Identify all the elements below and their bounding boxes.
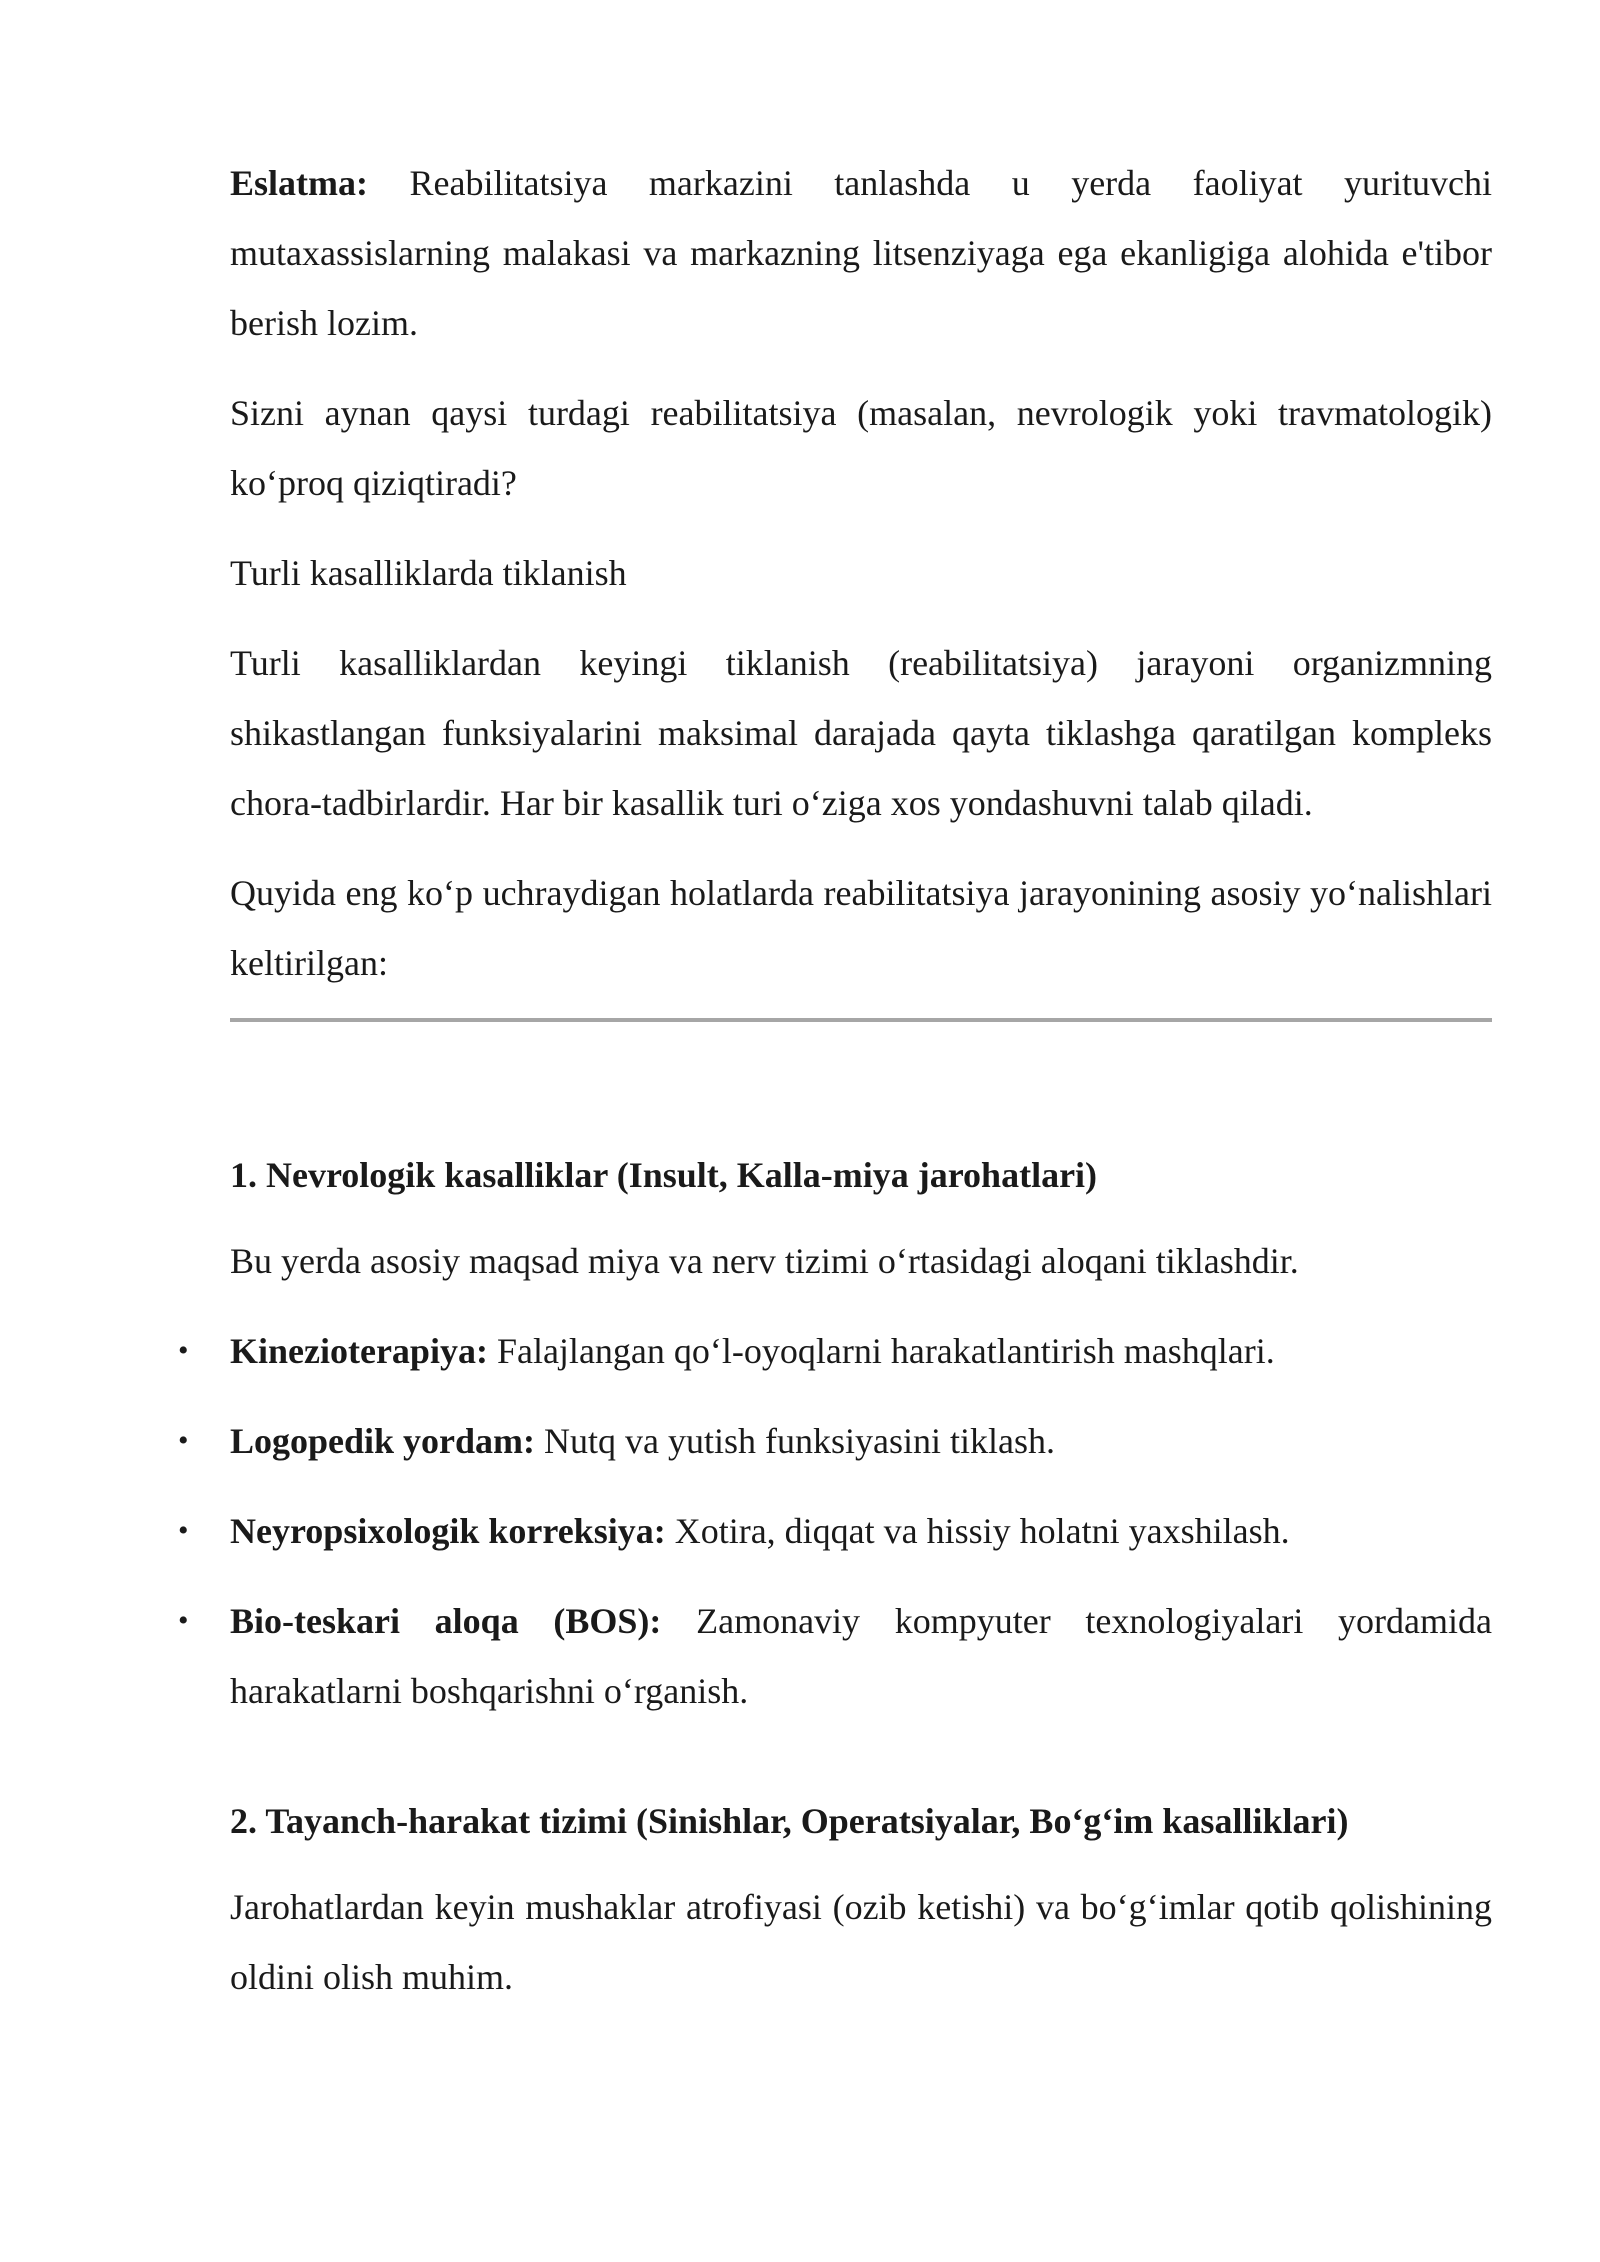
bullet-icon: • — [178, 1604, 189, 1637]
intro-paragraph-2: Quyida eng ko‘p uchraydigan holatlarda reabilitatsiya jarayonining asosiy yo‘nalishlari keltirilgan: — [230, 873, 1492, 983]
list-item-term: Bio-teskari aloqa (BOS): — [230, 1601, 662, 1641]
list-item-text: Nutq va yutish funksiyasini tiklash. — [544, 1421, 1056, 1461]
document-page — [178, 148, 1493, 2032]
note-text: Reabilitatsiya markazini tanlashda u yerda faoliyat yurituvchi mutaxassislarning malakasi va markazning litsenziyaga ega ekanligiga alohida e'tibor berish lozim. — [230, 163, 1493, 343]
list-item — [178, 1316, 1492, 1386]
list-item-term: Logopedik yordam: — [230, 1421, 536, 1461]
bullet-icon: • — [178, 1424, 189, 1457]
list-item-term: Kinezioterapiya: — [230, 1331, 488, 1371]
list-item-term: Neyropsixologik korreksiya: — [230, 1511, 666, 1551]
section-1-lead: Bu yerda asosiy maqsad miya va nerv tizimi o‘rtasidagi aloqani tiklashdir. — [230, 1241, 1299, 1281]
horizontal-divider — [230, 1018, 1492, 1022]
section-2-title: 2. Tayanch-harakat tizimi (Sinishlar, Operatsiyalar, Bo‘g‘im kasalliklari) — [230, 1801, 1349, 1841]
list-item — [178, 1496, 1492, 1566]
bullet-icon: • — [178, 1514, 189, 1547]
list-item — [178, 1406, 1492, 1476]
list-item-text: Xotira, diqqat va hissiy holatni yaxshilash. — [674, 1511, 1290, 1551]
intro-paragraph-1: Turli kasalliklardan keyingi tiklanish (reabilitatsiya) jarayoni organizmning shikastlangan funksiyalarini maksimal darajada qayta tiklashga qaratilgan kompleks chora-tadbirlardir. Har bir kasallik turi o‘ziga xos yondashuvni talab qiladi. — [230, 643, 1492, 823]
list-item — [178, 1586, 1492, 1726]
bullet-icon: • — [178, 1334, 189, 1367]
question-paragraph: Sizni aynan qaysi turdagi reabilitatsiya (masalan, nevrologik yoki travmatologik) ko‘proq qiziqtiradi? — [230, 393, 1492, 503]
list-item-text: Zamonaviy kompyuter texnologiyalari yordamida harakatlarni boshqarishni o‘rganish. — [230, 1601, 1492, 1711]
section-2-lead: Jarohatlardan keyin mushaklar atrofiyasi (ozib ketishi) va bo‘g‘imlar qotib qolishining oldini olish muhim. — [230, 1887, 1492, 1997]
subheading: Turli kasalliklarda tiklanish — [230, 553, 627, 593]
list-item-text: Falajlangan qo‘l-oyoqlarni harakatlantirish mashqlari. — [496, 1331, 1275, 1371]
note-label: Eslatma: — [230, 163, 368, 203]
section-1-list — [178, 1316, 1492, 1726]
note-paragraph — [230, 148, 1492, 358]
section-1-title: 1. Nevrologik kasalliklar (Insult, Kalla-miya jarohatlari) — [230, 1155, 1098, 1195]
